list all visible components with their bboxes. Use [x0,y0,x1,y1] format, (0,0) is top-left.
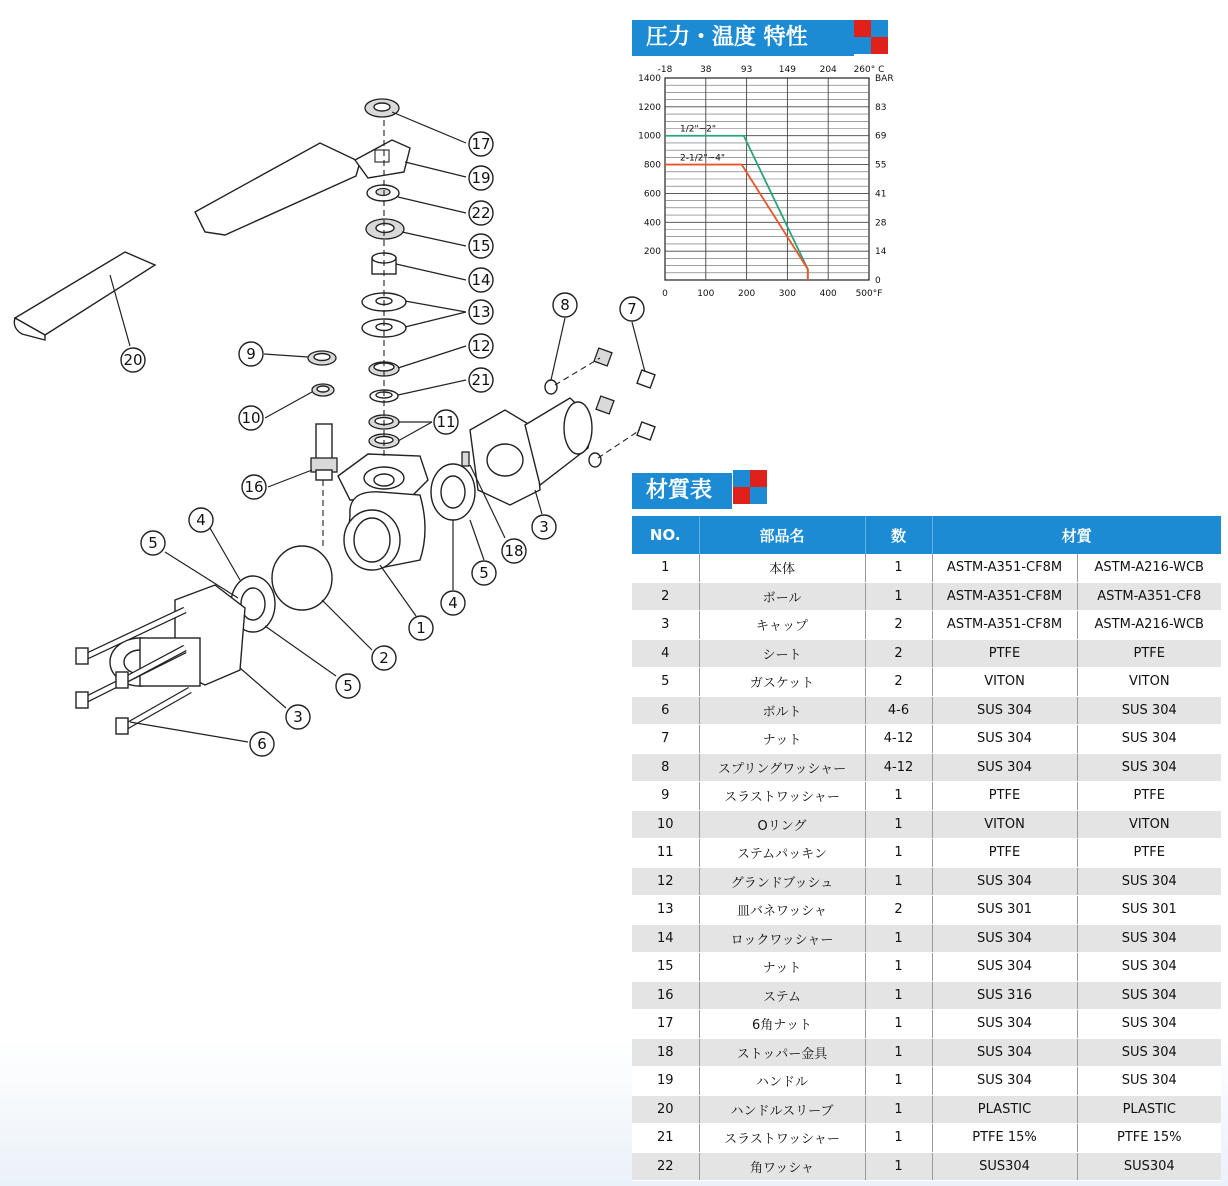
row-no: 10 [632,810,699,839]
accent-square-red [750,470,767,487]
row-material-b: SUS 304 [1077,1038,1221,1067]
callout-16 [242,475,266,499]
row-part-name: 皿バネワッシャ [699,896,865,925]
svg-text:4: 4 [196,511,206,529]
callout-4-right [441,591,465,615]
row-material-a: VITON [932,810,1077,839]
svg-text:20: 20 [123,351,143,369]
svg-text:12: 12 [471,337,491,355]
table-row [632,696,1221,725]
row-no: 19 [632,1067,699,1096]
row-part-name: Oリング [699,810,865,839]
row-quantity: 1 [865,810,932,839]
table-row [632,1152,1221,1181]
callout-13 [469,300,493,324]
callout-15 [469,234,493,258]
row-part-name: 6角ナット [699,1010,865,1039]
row-no: 7 [632,725,699,754]
svg-text:3: 3 [293,708,303,726]
y-left-tick-label: 400 [643,218,661,229]
svg-text:4: 4 [448,594,458,612]
y-left-tick-label: 1000 [638,131,661,142]
row-quantity: 1 [865,1152,932,1181]
row-no: 20 [632,1095,699,1124]
row-material-a: SUS 304 [932,867,1077,896]
row-material-a: SUS 304 [932,753,1077,782]
callout-9 [239,342,263,366]
y-right-tick-label: 0 [875,276,881,286]
series-label-0: 1/2"~2" [680,124,717,135]
row-part-name: シート [699,639,865,668]
row-material-a: SUS 304 [932,1010,1077,1039]
y-left-tick-label: 600 [643,189,661,200]
row-quantity: 2 [865,896,932,925]
accent-square-red [854,20,871,37]
row-quantity: 1 [865,1010,932,1039]
row-material-a: SUS 304 [932,953,1077,982]
x-top-tick-label: 204 [819,65,837,75]
svg-text:5: 5 [343,677,353,695]
row-material-a: SUS 304 [932,696,1077,725]
table-row [632,953,1221,982]
row-part-name: ロックワッシャー [699,924,865,953]
y-left-tick-label: 800 [643,160,661,171]
svg-text:14: 14 [471,271,491,289]
material-table [632,516,1221,1181]
header-no: NO. [632,516,699,554]
table-row [632,896,1221,925]
x-bottom-tick-label: 500°F [855,289,883,299]
accent-square-red [733,487,750,504]
accent-square-blue [854,37,871,54]
callout-3-left [286,705,310,729]
row-part-name: スラストワッシャー [699,782,865,811]
callout-3-right [532,515,556,539]
row-quantity: 1 [865,554,932,582]
svg-text:1: 1 [416,619,426,637]
row-quantity: 4-12 [865,753,932,782]
row-quantity: 1 [865,839,932,868]
svg-text:16: 16 [244,478,264,496]
row-material-b: ASTM-A351-CF8 [1077,582,1221,611]
row-part-name: 本体 [699,554,865,582]
stem-part [311,424,337,480]
table-row [632,1038,1221,1067]
header-material: 材質 [932,516,1221,554]
row-quantity: 1 [865,924,932,953]
row-material-a: PLASTIC [932,1095,1077,1124]
row-material-b: PLASTIC [1077,1095,1221,1124]
table-row [632,981,1221,1010]
row-part-name: キャップ [699,611,865,640]
svg-text:8: 8 [560,296,570,314]
row-quantity: 2 [865,668,932,697]
row-material-b: SUS 304 [1077,725,1221,754]
x-top-tick-label: -18 [657,65,673,75]
y-right-tick-label: 83 [875,102,887,113]
x-bottom-tick-label: 200 [738,289,756,299]
row-material-a: SUS 304 [932,1038,1077,1067]
row-part-name: ガスケット [699,668,865,697]
row-material-b: SUS 304 [1077,753,1221,782]
row-material-a: SUS 304 [932,725,1077,754]
accent-square-blue [733,470,750,487]
svg-text:13: 13 [471,303,491,321]
row-part-name: スプリングワッシャー [699,753,865,782]
callout-10 [239,406,263,430]
washer-oring-parts [308,351,336,396]
row-no: 13 [632,896,699,925]
row-quantity: 1 [865,867,932,896]
row-quantity: 1 [865,1095,932,1124]
row-quantity: 2 [865,611,932,640]
row-no: 15 [632,953,699,982]
table-row [632,1095,1221,1124]
callout-5-mid [336,674,360,698]
callout-14 [469,268,493,292]
row-part-name: ボール [699,582,865,611]
table-row [632,1067,1221,1096]
table-row [632,668,1221,697]
row-material-b: SUS 304 [1077,953,1221,982]
callout-5-top [141,531,165,555]
row-material-a: SUS 301 [932,896,1077,925]
row-part-name: スラストワッシャー [699,1124,865,1153]
valve-body-part [338,454,428,570]
row-material-a: PTFE [932,782,1077,811]
row-part-name: 角ワッシャ [699,1152,865,1181]
row-material-b: SUS 304 [1077,1067,1221,1096]
x-top-tick-label: 38 [700,65,712,75]
table-row [632,1010,1221,1039]
table-row [632,582,1221,611]
pressure-temperature-chart [628,62,898,307]
svg-text:3: 3 [539,518,549,536]
accent-square-blue [750,487,767,504]
row-material-a: PTFE [932,639,1077,668]
row-material-b: SUS 304 [1077,1010,1221,1039]
row-no: 3 [632,611,699,640]
right-cap-part [470,398,592,505]
x-top-tick-label: 149 [778,65,796,75]
svg-text:7: 7 [627,300,637,318]
row-quantity: 4-6 [865,696,932,725]
row-material-b: SUS 304 [1077,924,1221,953]
exploded-valve-diagram [0,0,637,800]
callout-2 [372,646,396,670]
callout-20 [121,348,145,372]
callout-19 [469,166,493,190]
x-bottom-tick-label: 300 [778,289,796,299]
row-material-a: VITON [932,668,1077,697]
row-part-name: ハンドルスリーブ [699,1095,865,1124]
row-quantity: 1 [865,1124,932,1153]
x-bottom-tick-label: 100 [697,289,715,299]
row-part-name: ストッパー金具 [699,1038,865,1067]
row-part-name: ナット [699,725,865,754]
y-right-tick-label: 14 [875,247,887,258]
row-quantity: 1 [865,1038,932,1067]
row-part-name: ボルト [699,696,865,725]
accent-square-red [871,37,888,54]
y-right-tick-label: 55 [875,160,887,171]
table-row [632,782,1221,811]
row-material-b: PTFE [1077,839,1221,868]
row-material-b: SUS 304 [1077,981,1221,1010]
table-row [632,611,1221,640]
row-material-b: SUS304 [1077,1152,1221,1181]
row-part-name: グランドブッシュ [699,867,865,896]
row-material-a: ASTM-A351-CF8M [932,611,1077,640]
row-material-b: SUS 304 [1077,696,1221,725]
row-no: 12 [632,867,699,896]
svg-text:6: 6 [257,735,267,753]
y-left-tick-label: 200 [643,247,661,258]
x-bottom-tick-label: 400 [819,289,837,299]
row-no: 17 [632,1010,699,1039]
series-label-1: 2-1/2"~4" [680,153,726,164]
row-quantity: 4-12 [865,725,932,754]
y-left-tick-label: 1400 [638,74,661,84]
table-row [632,753,1221,782]
y-right-tick-label: 41 [875,189,887,200]
row-material-a: SUS 304 [932,1067,1077,1096]
y-right-tick-label: 28 [875,218,887,229]
row-no: 14 [632,924,699,953]
row-no: 9 [632,782,699,811]
handle-sleeve-part [14,252,155,340]
table-row [632,924,1221,953]
svg-text:22: 22 [471,204,491,222]
row-no: 8 [632,753,699,782]
row-no: 16 [632,981,699,1010]
table-row [632,1124,1221,1153]
row-material-b: VITON [1077,810,1221,839]
svg-text:9: 9 [246,345,256,363]
row-material-a: SUS 304 [932,924,1077,953]
row-material-b: PTFE 15% [1077,1124,1221,1153]
y-right-tick-label: 69 [875,131,887,142]
row-no: 5 [632,668,699,697]
row-no: 11 [632,839,699,868]
row-material-b: SUS 301 [1077,896,1221,925]
header-part-name: 部品名 [699,516,865,554]
callout-12 [469,334,493,358]
x-bottom-tick-label: 0 [662,289,668,299]
table-header-row [632,516,1221,554]
table-row [632,554,1221,582]
svg-text:5: 5 [479,564,489,582]
row-part-name: ステムパッキン [699,839,865,868]
accent-square-blue [871,20,888,37]
callout-21 [469,368,493,392]
callout-22 [469,201,493,225]
table-row [632,810,1221,839]
row-material-b: ASTM-A216-WCB [1077,554,1221,582]
row-quantity: 1 [865,582,932,611]
y-left-tick-label: 1200 [638,102,661,113]
callout-4-left [189,508,213,532]
row-no: 2 [632,582,699,611]
row-quantity: 1 [865,953,932,982]
row-material-a: PTFE 15% [932,1124,1077,1153]
row-no: 6 [632,696,699,725]
row-material-a: SUS304 [932,1152,1077,1181]
callout-5-right [472,561,496,585]
y-right-tick-label: BAR [875,74,894,84]
svg-text:2: 2 [379,649,389,667]
callout-17 [469,132,493,156]
row-no: 22 [632,1152,699,1181]
header-quantity: 数 [865,516,932,554]
row-material-a: SUS 316 [932,981,1077,1010]
row-quantity: 1 [865,1067,932,1096]
svg-text:18: 18 [504,542,524,560]
table-row [632,725,1221,754]
row-no: 4 [632,639,699,668]
callout-1 [409,616,433,640]
callout-11 [434,410,458,434]
row-quantity: 1 [865,782,932,811]
row-no: 1 [632,554,699,582]
row-material-a: PTFE [932,839,1077,868]
svg-text:19: 19 [471,169,491,187]
row-material-a: ASTM-A351-CF8M [932,582,1077,611]
row-no: 21 [632,1124,699,1153]
row-material-b: PTFE [1077,639,1221,668]
row-material-a: ASTM-A351-CF8M [932,554,1077,582]
material-section-title: 材質表 [632,473,732,509]
pt-section-title: 圧力・温度 特性 [632,20,854,56]
row-material-b: VITON [1077,668,1221,697]
row-no: 18 [632,1038,699,1067]
table-row [632,839,1221,868]
callout-6 [250,732,274,756]
svg-text:11: 11 [436,413,456,431]
row-part-name: ステム [699,981,865,1010]
x-top-tick-label: 260° C [853,65,885,75]
row-material-b: ASTM-A216-WCB [1077,611,1221,640]
callout-18 [502,539,526,563]
x-top-tick-label: 93 [740,65,753,75]
svg-text:10: 10 [241,409,261,427]
row-part-name: ナット [699,953,865,982]
table-row [632,867,1221,896]
table-row [632,639,1221,668]
svg-text:17: 17 [471,135,491,153]
svg-text:21: 21 [471,371,491,389]
row-material-b: PTFE [1077,782,1221,811]
svg-text:15: 15 [471,237,491,255]
svg-text:5: 5 [148,534,158,552]
row-quantity: 2 [865,639,932,668]
row-material-b: SUS 304 [1077,867,1221,896]
row-quantity: 1 [865,981,932,1010]
row-part-name: ハンドル [699,1067,865,1096]
callout-8 [553,293,577,317]
